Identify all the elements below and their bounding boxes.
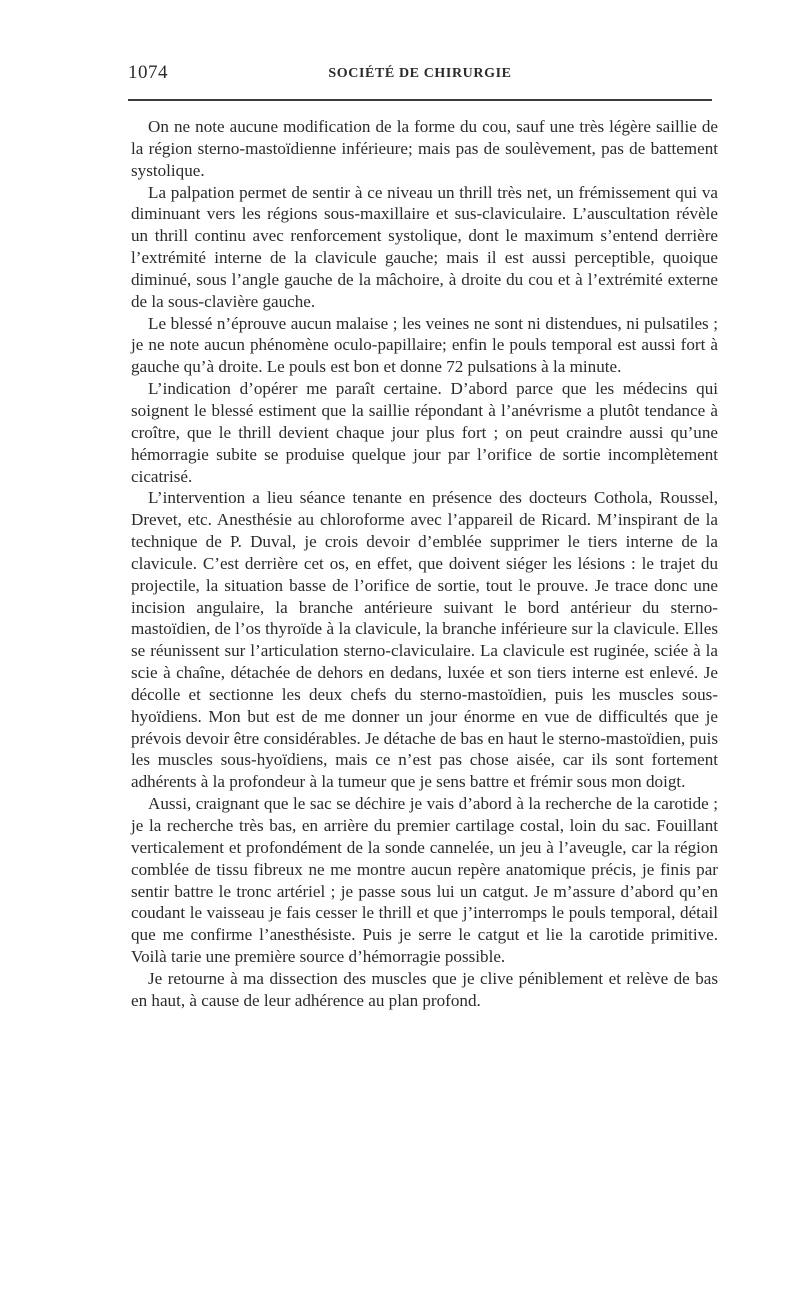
paragraph: On ne note aucune modification de la forme du cou, sauf une très légère saillie de la région sterno-mastoïdienne inférieure; mais pas de soulèvement, pas de battement systolique. bbox=[131, 117, 718, 180]
page-header bbox=[128, 62, 712, 84]
body-text bbox=[131, 116, 718, 1012]
paragraph: Je retourne à ma dissection des muscles que je clive péniblement et relève de bas en haut, à cause de leur adhérence au plan profond. bbox=[131, 968, 718, 1010]
page-number: 1074 bbox=[128, 62, 168, 83]
running-title: SOCIÉTÉ DE CHIRURGIE bbox=[328, 66, 512, 81]
paragraph: Le blessé n’éprouve aucun malaise ; les veines ne sont ni distendues, ni pulsatiles ; je ne note aucun phénomène oculo-papillaire; enfin le pouls temporal est aussi fort à gauche qu’à droite. Le pouls est bon et donne 72 pulsations à la minute. bbox=[131, 313, 718, 377]
paragraph: L’indication d’opérer me paraît certaine. D’abord parce que les médecins qui soignent le blessé estiment que la saillie répondant à l’anévrisme a plutôt tendance à croître, que le thrill devient chaque jour plus fort ; on peut craindre aussi qu’une hémorragie subite se produise quelque jour par l’orifice de sortie incomplètement cicatrisé. bbox=[131, 379, 718, 486]
paragraph: Aussi, craignant que le sac se déchire je vais d’abord à la recherche de la carotide ; je la recherche très bas, en arrière du premier cartilage costal, loin du sac. Fouillant verticalement et profondément de la sonde cannelée, un jeu à l’aveugle, car la région comblée de tissu fibreux ne me montre aucun repère anatomique précis, je finis par sentir battre le tronc artériel ; je passe sous lui un catgut. Je m’assure d’abord qu’en coudant le vaisseau je fais cesser le thrill et que j’interromps le pouls temporal, détail que me confirme l’anesthésiste. Puis je serre le catgut et lie la carotide primitive. Voilà tarie une première source d’hémorragie possible. bbox=[131, 794, 718, 967]
paragraph: La palpation permet de sentir à ce niveau un thrill très net, un frémissement qui va diminuant vers les régions sous-maxillaire et sus-claviculaire. L’auscultation révèle un thrill continu avec renforcement systolique, dont le maximum s’entend derrière l’extrémité interne de la clavicule gauche; mais il est aussi perceptible, quoique diminué, sous l’angle gauche de la mâchoire, à droite du cou et à l’extrémité externe de la sous-clavière gauche. bbox=[131, 182, 718, 311]
header-rule bbox=[128, 99, 712, 101]
paragraph: L’intervention a lieu séance tenante en présence des docteurs Cothola, Roussel, Drevet, etc. Anesthésie au chloroforme avec l’appareil de Ricard. M’inspirant de la technique de P. Duval, je crois devoir d’emblée supprimer le tiers interne de la clavicule. C’est derrière cet os, en effet, que doivent siéger les lésions : le trajet du projectile, la situation basse de l’orifice de sortie, tout le prouve. Je trace donc une incision angulaire, la branche antérieure suivant le bord antérieur du sterno-mastoïdien, de l’os thyroïde à la clavicule, la branche inférieure sur la clavicule. Elles se réunissent sur l’articulation sterno-claviculaire. La clavicule est ruginée, sciée à la scie à chaîne, détachée de dehors en dedans, luxée et son tiers interne est enlevé. Je décolle et sectionne les deux chefs du sterno-mastoïdien, puis les muscles sous-hyoïdiens. Mon but est de me donner un jour énorme en vue de difficultés que je prévois devoir être considérables. Je détache de bas en haut le sterno-mastoïdien, puis les muscles sous-hyoïdiens, mais ce n’est pas chose aisée, car ils sont fortement adhérents à la profondeur à la tumeur que je sens battre et frémir sous mon doigt. bbox=[131, 488, 718, 792]
